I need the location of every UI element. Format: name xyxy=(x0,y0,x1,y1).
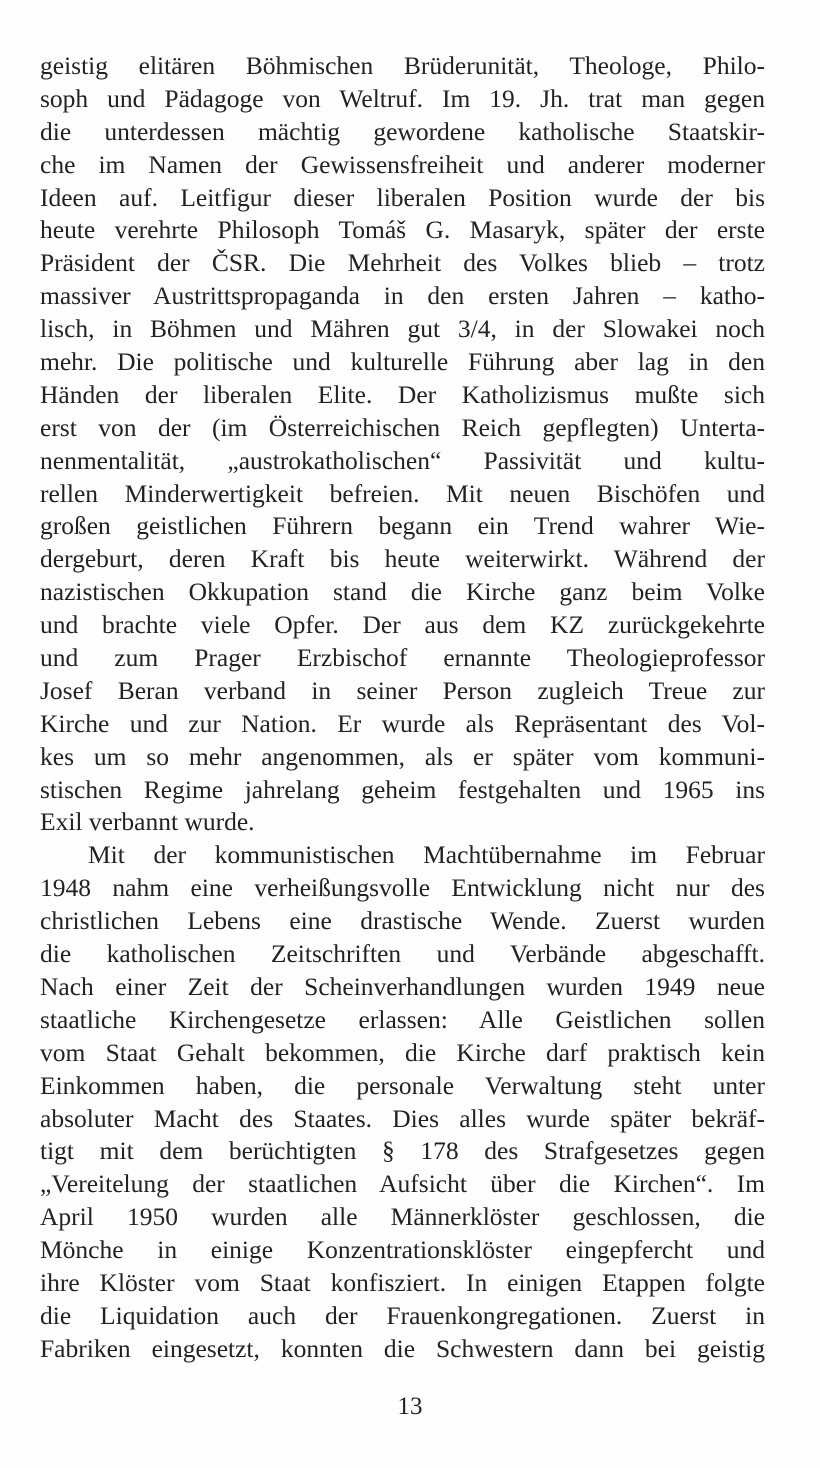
text-line: Ideen auf. Leitfigur dieser liberalen Position wurde der bis xyxy=(40,182,765,212)
text-line: 1948 nahm eine verheißungsvolle Entwicklung nicht nur des xyxy=(40,873,765,903)
text-line: absoluter Macht des Staates. Dies alles wurde später bekräf- xyxy=(40,1103,765,1133)
text-line: die katholischen Zeitschriften und Verbände abgeschafft. xyxy=(40,939,765,969)
text-line: geistig elitären Böhmischen Brüderunität, Theologe, Philo- xyxy=(40,51,765,80)
text-line: Josef Beran verband in seiner Person zugleich Treue zur xyxy=(40,675,765,705)
text-line: April 1950 wurden alle Männerklöster geschlossen, die xyxy=(40,1202,765,1232)
text-line: stischen Regime jahrelang geheim festgehalten und 1965 ins xyxy=(40,774,765,804)
text-line: vom Staat Gehalt bekommen, die Kirche darf praktisch kein xyxy=(40,1037,765,1067)
text-line: staatliche Kirchengesetze erlassen: Alle Geistlichen sollen xyxy=(40,1004,765,1034)
text-line: und brachte viele Opfer. Der aus dem KZ zurückgekehrte xyxy=(40,610,765,640)
text-line: lisch, in Böhmen und Mähren gut 3/4, in der Slowakei noch xyxy=(40,314,765,344)
text-line: die unterdessen mächtig gewordene katholische Staatskir- xyxy=(40,116,765,146)
text-line: ihre Klöster vom Staat konfisziert. In einigen Etappen folgte xyxy=(40,1267,765,1297)
text-line: soph und Pädagoge von Weltruf. Im 19. Jh. trat man gegen xyxy=(40,83,765,113)
text-line: nenmentalität, „austrokatholischen“ Passivität und kultu- xyxy=(40,445,765,475)
text-line: Mönche in einige Konzentrationsklöster eingepfercht und xyxy=(40,1235,765,1265)
text-line: Händen der liberalen Elite. Der Katholizismus mußte sich xyxy=(40,379,765,409)
text-line: „Vereitelung der staatlichen Aufsicht über die Kirchen“. Im xyxy=(40,1169,765,1199)
text-line: erst von der (im Österreichischen Reich gepflegten) Unterta- xyxy=(40,412,765,442)
text-line: Fabriken eingesetzt, konnten die Schwestern dann bei geistig xyxy=(40,1333,765,1363)
text-line: nazistischen Okkupation stand die Kirche ganz beim Volke xyxy=(40,577,765,607)
text-line: Präsident der ČSR. Die Mehrheit des Volkes blieb – trotz xyxy=(40,248,765,278)
text-line: rellen Minderwertigkeit befreien. Mit neuen Bischöfen und xyxy=(40,478,765,508)
paragraph-2 xyxy=(40,839,765,1365)
text-line: tigt mit dem berüchtigten § 178 des Strafgesetzes gegen xyxy=(40,1136,765,1166)
text-line: Mit der kommunistischen Machtübernahme im Februar xyxy=(88,840,765,870)
text-line: dergeburt, deren Kraft bis heute weiterwirkt. Während der xyxy=(40,544,765,574)
text-line: Exil verbannt wurde. xyxy=(40,807,255,837)
text-line: heute verehrte Philosoph Tomáš G. Masaryk, später der erste xyxy=(40,215,765,245)
text-line: massiver Austrittspropaganda in den ersten Jahren – katho- xyxy=(40,281,765,311)
text-line: Kirche und zur Nation. Er wurde als Repräsentant des Vol- xyxy=(40,708,765,738)
page-number: 13 xyxy=(397,1393,423,1420)
text-line: Nach einer Zeit der Scheinverhandlungen wurden 1949 neue xyxy=(40,971,765,1001)
text-line: mehr. Die politische und kulturelle Führung aber lag in den xyxy=(40,347,765,377)
text-line: kes um so mehr angenommen, als er später vom kommuni- xyxy=(40,741,765,771)
paragraph-1 xyxy=(40,50,765,839)
text-line: che im Namen der Gewissensfreiheit und anderer moderner xyxy=(40,149,765,179)
text-line: die Liquidation auch der Frauenkongregationen. Zuerst in xyxy=(40,1300,765,1330)
text-line: und zum Prager Erzbischof ernannte Theologieprofessor xyxy=(40,643,765,673)
text-line: großen geistlichen Führern begann ein Trend wahrer Wie- xyxy=(40,511,765,541)
body-text xyxy=(40,50,765,1366)
text-line: christlichen Lebens eine drastische Wende. Zuerst wurden xyxy=(40,906,765,936)
text-line: Einkommen haben, die personale Verwaltung steht unter xyxy=(40,1070,765,1100)
